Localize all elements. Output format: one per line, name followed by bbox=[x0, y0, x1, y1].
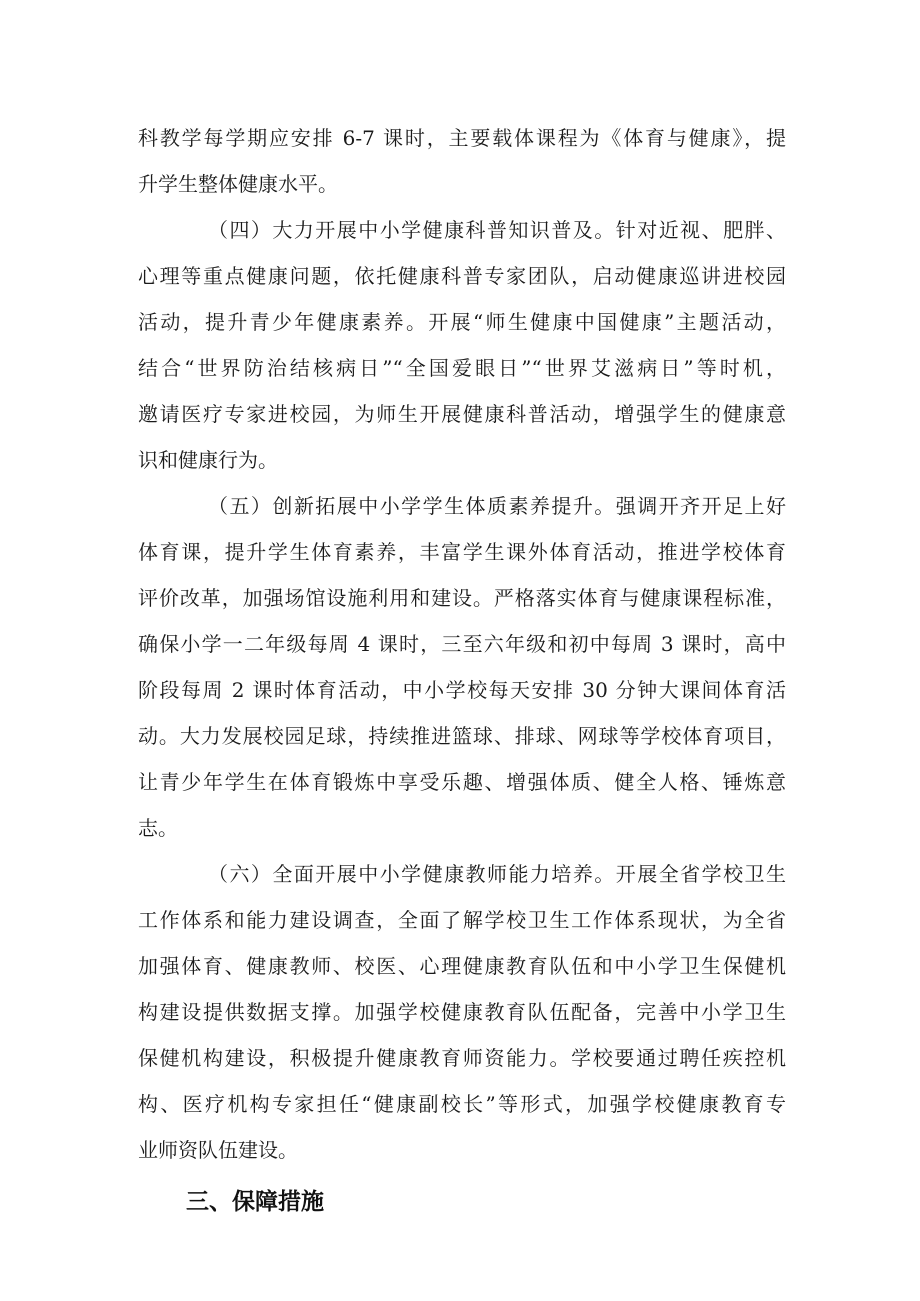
paragraph-line: 体育课，提升学生体育素养，丰富学生课外体育活动，推进学校体育 bbox=[138, 540, 786, 564]
paragraph-line: 让青少年学生在体育锻炼中享受乐趣、增强体质、健全人格、锤炼意 bbox=[138, 770, 786, 794]
paragraph-line: 阶段每周 2 课时体育活动，中小学校每天安排 30 分钟大课间体育活 bbox=[138, 678, 786, 702]
paragraph-line: 业师资队伍建设。 bbox=[138, 1138, 298, 1162]
paragraph-line: 构、医疗机构专家担任“健康副校长”等形式，加强学校健康教育专 bbox=[138, 1092, 786, 1116]
paragraph-line: 识和健康行为。 bbox=[138, 448, 278, 472]
paragraph-line: 保健机构建设，积极提升健康教育师资能力。学校要通过聘任疾控机 bbox=[138, 1046, 786, 1070]
paragraph-line: （五）创新拓展中小学学生体质素养提升。强调开齐开足上好 bbox=[208, 494, 786, 518]
paragraph-line: 加强体育、健康教师、校医、心理健康教育队伍和中小学卫生保健机 bbox=[138, 954, 786, 978]
paragraph-line: 结合“世界防治结核病日”“全国爱眼日”“世界艾滋病日”等时机， bbox=[138, 356, 786, 380]
paragraph-line: 邀请医疗专家进校园，为师生开展健康科普活动，增强学生的健康意 bbox=[138, 402, 786, 426]
section-heading: 三、保障措施 bbox=[186, 1189, 324, 1215]
paragraph-line: 评价改革，加强场馆设施利用和建设。严格落实体育与健康课程标准， bbox=[138, 586, 786, 610]
paragraph-line: 升学生整体健康水平。 bbox=[138, 172, 338, 196]
paragraph-line: （四）大力开展中小学健康科普知识普及。针对近视、肥胖、 bbox=[208, 218, 786, 242]
paragraph-line: 志。 bbox=[138, 816, 178, 840]
paragraph-line: 确保小学一二年级每周 4 课时，三至六年级和初中每周 3 课时，高中 bbox=[138, 632, 786, 656]
paragraph-line: 心理等重点健康问题，依托健康科普专家团队，启动健康巡讲进校园 bbox=[138, 264, 786, 288]
paragraph-line: 构建设提供数据支撑。加强学校健康教育队伍配备，完善中小学卫生 bbox=[138, 1000, 786, 1024]
paragraph-line: 动。大力发展校园足球，持续推进篮球、排球、网球等学校体育项目， bbox=[138, 724, 786, 748]
paragraph-line: 科教学每学期应安排 6-7 课时，主要载体课程为《体育与健康》，提 bbox=[138, 126, 786, 150]
paragraph-line: 工作体系和能力建设调查，全面了解学校卫生工作体系现状，为全省 bbox=[138, 908, 786, 932]
paragraph-line: 活动，提升青少年健康素养。开展“师生健康中国健康”主题活动， bbox=[138, 310, 786, 334]
paragraph-line: （六）全面开展中小学健康教师能力培养。开展全省学校卫生 bbox=[208, 862, 786, 886]
